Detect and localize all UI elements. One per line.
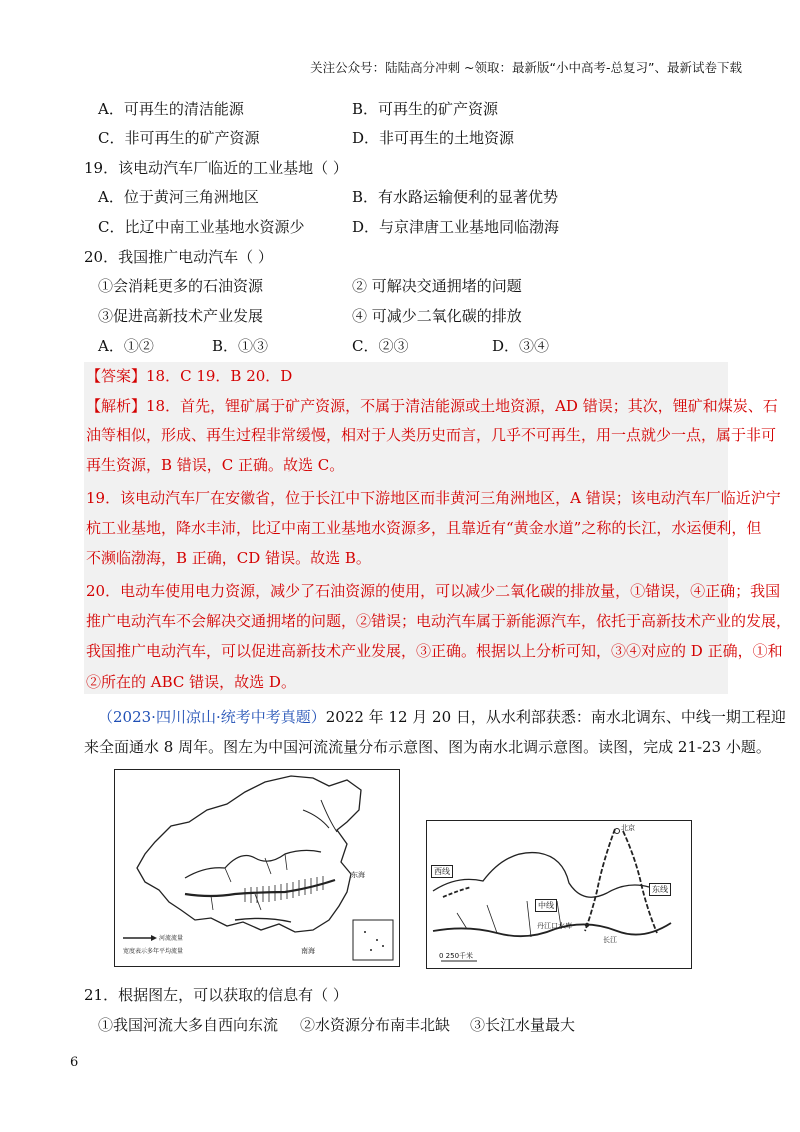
river-flow-map bbox=[114, 769, 400, 967]
analysis-line-7: 20．电动车使用电力资源，减少了石油资源的使用，可以减少二氧化碳的排放量，①错误，④正确；我国 bbox=[86, 582, 781, 600]
label-east-route: 东线 bbox=[649, 883, 671, 896]
q20-option-b: B．①③ bbox=[212, 337, 269, 355]
analysis-line-9: 我国推广电动汽车，可以促进高新技术产业发展，③正确。根据以上分析可知，③④对应的 D 正确，①和 bbox=[86, 642, 783, 660]
q21-statement-2: ②水资源分布南丰北缺 bbox=[300, 1016, 451, 1034]
source-text-1: 2022 年 12 月 20 日，从水利部获悉：南水北调东、中线一期工程迎 bbox=[325, 708, 786, 726]
q20-statement-2: ② 可解决交通拥堵的问题 bbox=[352, 277, 522, 295]
q21-statement-1: ①我国河流大多自西向东流 bbox=[98, 1016, 279, 1034]
q19-option-c: C．比辽中南工业基地水资源少 bbox=[98, 218, 305, 236]
q20-option-c: C．②③ bbox=[352, 337, 409, 355]
q18-option-c: C．非可再生的矿产资源 bbox=[98, 129, 260, 147]
q18-option-a: A．可再生的清洁能源 bbox=[98, 100, 244, 118]
analysis-line-5: 杭工业基地，降水丰沛，比辽中南工业基地水资源多，且靠近有“黄金水道”之称的长江，水运便利，但 bbox=[86, 519, 762, 537]
label-beijing: 北京 bbox=[621, 824, 635, 832]
source-tag: （2023·四川凉山·统考中考真题） bbox=[98, 708, 326, 726]
river-flow-map-drawing bbox=[115, 770, 399, 966]
label-middle-route: 中线 bbox=[535, 899, 557, 912]
q19-option-d: D．与京津唐工业基地同临渤海 bbox=[352, 218, 560, 236]
analysis-line-10: ②所在的 ABC 错误，故选 D。 bbox=[86, 673, 296, 691]
label-danjiangkou: 丹江口水库 bbox=[537, 922, 572, 930]
analysis-line-4: 19．该电动汽车厂在安徽省，位于长江中下游地区而非黄河三角洲地区，A 错误；该电动汽车厂临近沪宁 bbox=[86, 489, 781, 507]
q19-stem: 19．该电动汽车厂临近的工业基地（ ） bbox=[84, 159, 348, 177]
label-south-sea: 南海 bbox=[301, 947, 315, 955]
q20-statement-4: ④ 可减少二氧化碳的排放 bbox=[352, 307, 522, 325]
scale-label: 0 250千米 bbox=[439, 952, 474, 960]
page-header: 关注公众号：陆陆高分冲刺 ~领取：最新版“小中高考-总复习”、最新试卷下载 bbox=[310, 60, 742, 75]
analysis-line-3: 再生资源，B 错误，C 正确。故选 C。 bbox=[86, 456, 345, 474]
answer-line: 【答案】18．C 19．B 20．D bbox=[86, 367, 293, 385]
source-line-2: 来全面通水 8 周年。图左为中国河流流量分布示意图、图为南水北调示意图。读图，完成 21-23 小题。 bbox=[84, 738, 771, 756]
label-east-sea: 东海 bbox=[351, 871, 365, 879]
q20-stem: 20．我国推广电动汽车（ ） bbox=[84, 248, 273, 266]
source-line-1 bbox=[98, 707, 786, 727]
analysis-line-6: 不濒临渤海，B 正确，CD 错误。故选 B。 bbox=[86, 549, 371, 567]
label-yangtze: 长江 bbox=[603, 936, 617, 944]
analysis-line-1: 【解析】18．首先，锂矿属于矿产资源，不属于清洁能源或土地资源，AD 错误；其次，锂矿和煤炭、石 bbox=[86, 397, 778, 415]
q20-option-d: D．③④ bbox=[492, 337, 550, 355]
q19-option-b: B．有水路运输便利的显著优势 bbox=[352, 188, 559, 206]
q20-statement-3: ③促进高新技术产业发展 bbox=[98, 307, 264, 325]
q20-statement-1: ①会消耗更多的石油资源 bbox=[98, 277, 264, 295]
q18-option-d: D．非可再生的土地资源 bbox=[352, 129, 515, 147]
legend-note: 宽度表示多年平均流量 bbox=[123, 948, 184, 955]
page-number: 6 bbox=[70, 1055, 79, 1070]
water-diversion-map bbox=[426, 820, 692, 969]
q18-option-b: B．可再生的矿产资源 bbox=[352, 100, 499, 118]
analysis-line-2: 油等相似，形成、再生过程非常缓慢，相对于人类历史而言，几乎不可再生，用一点就少一点，属于非可 bbox=[86, 426, 777, 444]
label-west-route: 西线 bbox=[431, 865, 453, 878]
q21-stem: 21．根据图左，可以获取的信息有（ ） bbox=[84, 986, 348, 1004]
analysis-line-8: 推广电动汽车不会解决交通拥堵的问题，②错误；电动汽车属于新能源汽车，依托于高新技术产业的发展， bbox=[86, 612, 792, 630]
q21-statement-3: ③长江水量最大 bbox=[470, 1016, 576, 1034]
q19-option-a: A．位于黄河三角洲地区 bbox=[98, 188, 259, 206]
q20-option-a: A．①② bbox=[98, 337, 154, 355]
legend-title: 河流流量 bbox=[159, 935, 184, 942]
